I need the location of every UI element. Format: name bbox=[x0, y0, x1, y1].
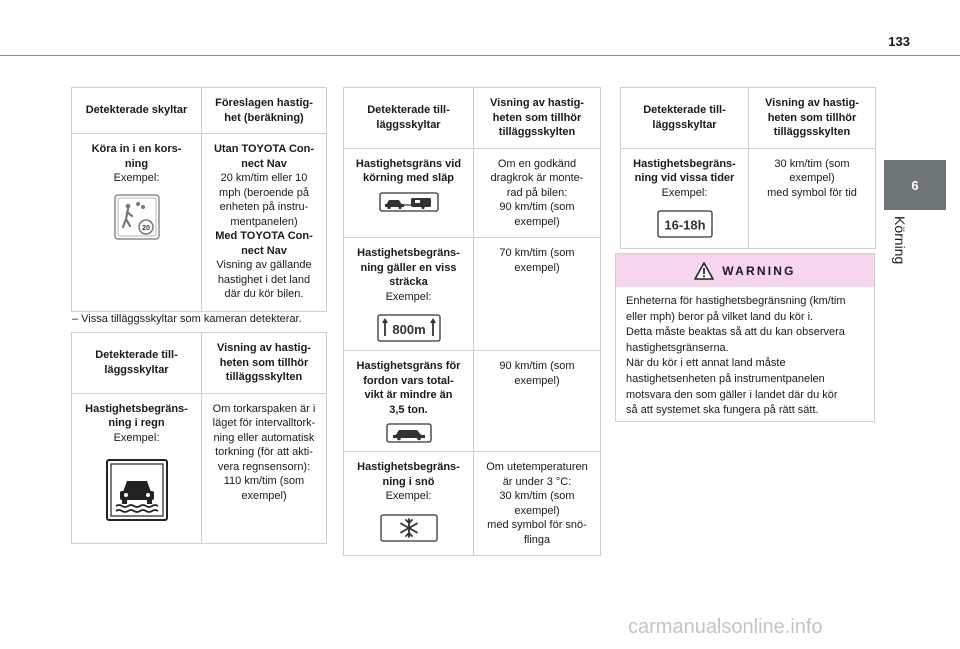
desc-text: 70 km/tim (som exempel) bbox=[499, 247, 575, 274]
table-additional-signs-2 bbox=[343, 87, 601, 556]
speed-cell bbox=[474, 452, 601, 556]
table-row bbox=[344, 351, 601, 452]
sign-example-label: Exempel: bbox=[385, 290, 432, 303]
car-with-trailer-sign-icon bbox=[379, 192, 439, 212]
sign-cell bbox=[621, 148, 749, 248]
table-time-signs bbox=[620, 87, 876, 249]
table-row bbox=[621, 148, 876, 248]
warning-box bbox=[615, 253, 875, 422]
table-header: Visning av hastig- heten som tillhör tilläggsskylten bbox=[749, 88, 876, 149]
desc-text: 30 km/tim (som exempel) med symbol för tid bbox=[767, 157, 857, 199]
table-row bbox=[344, 452, 601, 556]
sign-cell bbox=[344, 452, 474, 556]
time-16-18h-sign-icon bbox=[657, 210, 713, 238]
sign-example-label: Exempel: bbox=[113, 172, 160, 185]
sign-title: Hastighetsgräns för fordon vars total- vikt är mindre än 3,5 ton. bbox=[356, 360, 461, 416]
desc-line: Med TOYOTA Con- nect Nav bbox=[215, 230, 313, 257]
desc-line: Utan TOYOTA Con- nect Nav bbox=[213, 143, 314, 170]
sign-title: Hastighetsbegräns- ning vid vissa tider bbox=[633, 157, 736, 185]
speed-cell bbox=[474, 148, 601, 238]
watermark: carmanualsonline.info bbox=[628, 616, 823, 638]
sign-cell bbox=[72, 393, 202, 543]
warning-line: hastighetsenheten på instrumentpanelen bbox=[626, 373, 825, 386]
speed-cell bbox=[202, 134, 327, 312]
desc-line: Visning av gällande hastighet i det land där du kör bilen. bbox=[216, 259, 312, 301]
sign-cell bbox=[344, 238, 474, 351]
snowflake-sign-icon bbox=[380, 514, 438, 542]
table-header: Visning av hastig- heten som tillhör tilläggsskylten bbox=[474, 88, 601, 149]
table-additional-signs bbox=[71, 332, 327, 544]
sign-cell bbox=[72, 134, 202, 312]
warning-line: så att systemet ska fungera på rätt sätt. bbox=[626, 404, 819, 417]
desc-text: Om utetemperaturen är under 3 °C: 30 km/tim (som exempel) med symbol för snö- flinga bbox=[486, 461, 588, 546]
sign-cell bbox=[344, 148, 474, 238]
table-row bbox=[72, 393, 327, 543]
warning-line: Enheterna för hastighetsbegränsning (km/tim bbox=[626, 295, 846, 307]
table-detected-signs bbox=[71, 87, 327, 312]
desc-line: 20 km/tim eller 10 mph (beroende på enheten på instru- mentpanelen) bbox=[219, 172, 309, 228]
sign-title: Hastighetsbegräns- ning gäller en viss sträcka bbox=[357, 247, 460, 289]
speed-cell bbox=[474, 238, 601, 351]
pedestrian-zone-20-sign-icon bbox=[114, 194, 160, 240]
car-sign-icon bbox=[386, 423, 432, 443]
warning-line: Detta måste beaktas så att du kan observera bbox=[626, 326, 845, 339]
table-header: Detekterade till- läggsskyltar bbox=[344, 88, 474, 149]
table-row bbox=[72, 134, 327, 312]
warning-title: WARNING bbox=[722, 263, 796, 278]
warning-line: hastighetsgränserna. bbox=[626, 341, 729, 354]
sign-example-label: Exempel: bbox=[385, 490, 432, 503]
table-header: Detekterade till- läggsskyltar bbox=[621, 88, 749, 149]
sign-title: Hastighetsbegräns- ning i regn bbox=[85, 402, 188, 430]
sign-example-label: Exempel: bbox=[661, 186, 708, 199]
speed-cell bbox=[202, 393, 327, 543]
table-header: Detekterade till- läggsskyltar bbox=[72, 333, 202, 394]
time-label: 16-18h bbox=[663, 217, 706, 233]
top-rule bbox=[0, 55, 960, 56]
chapter-title: Körning bbox=[892, 216, 908, 265]
table-header: Visning av hastig- heten som tillhör tilläggsskylten bbox=[202, 333, 327, 394]
desc-text: Om en godkänd dragkrok är monte- rad på bilen: 90 km/tim (som exempel) bbox=[490, 157, 584, 228]
table-row bbox=[344, 238, 601, 351]
sign-number: 20 bbox=[141, 224, 150, 232]
table-header: Detekterade skyltar bbox=[72, 88, 202, 134]
sign-cell bbox=[344, 351, 474, 452]
sign-title: Köra in i en kors- ning bbox=[91, 143, 182, 170]
warning-triangle-icon bbox=[694, 262, 714, 280]
table-header: Föreslagen hastig- het (beräkning) bbox=[202, 88, 327, 134]
table-row bbox=[344, 148, 601, 238]
warning-line: eller mph) beror på vilket land du kör i. bbox=[626, 310, 814, 323]
desc-text: Om torkarspaken är i läget för intervalltork- ning eller automatisk torkning (för att akti- vera regnsensorn): 110 km/tim (som exempel) bbox=[212, 402, 316, 502]
distance-800m-sign-icon bbox=[377, 314, 441, 342]
sign-title: Hastighetsgräns vid körning med släp bbox=[355, 157, 462, 185]
speed-cell bbox=[474, 351, 601, 452]
note-text: – Vissa tilläggsskyltar som kameran detekterar. bbox=[72, 313, 302, 325]
warning-header bbox=[616, 254, 874, 287]
speed-cell bbox=[749, 148, 876, 248]
chapter-tab[interactable]: 6 bbox=[884, 160, 946, 210]
desc-text: 90 km/tim (som exempel) bbox=[499, 360, 575, 387]
warning-line: motsvara den som gäller i landet där du kör bbox=[626, 388, 838, 401]
sign-example-label: Exempel: bbox=[113, 431, 160, 444]
distance-label: 800m bbox=[391, 322, 426, 338]
warning-line: När du kör i ett annat land måste bbox=[626, 357, 786, 370]
warning-body bbox=[616, 287, 874, 419]
car-in-rain-sign-icon bbox=[106, 459, 168, 521]
page-number: 133 bbox=[888, 34, 910, 49]
sign-title: Hastighetsbegräns- ning i snö bbox=[357, 461, 460, 488]
